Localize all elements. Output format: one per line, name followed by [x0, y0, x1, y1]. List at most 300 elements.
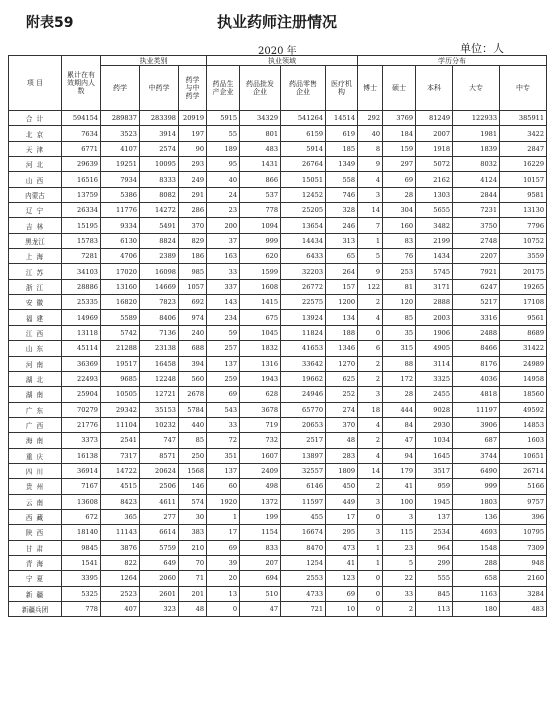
table-cell: 370: [326, 417, 358, 432]
table-cell: 9581: [500, 187, 547, 202]
header-category-group: 执业类别: [101, 56, 207, 66]
table-cell: 1: [358, 540, 383, 555]
table-cell: 778: [240, 203, 281, 218]
table-cell: 2207: [453, 249, 500, 264]
table-cell: 719: [240, 417, 281, 432]
table-cell: 822: [101, 555, 140, 570]
table-cell: 10: [326, 602, 358, 617]
table-cell: 25205: [281, 203, 326, 218]
table-cell: 2534: [416, 525, 453, 540]
table-cell: 122933: [453, 111, 500, 126]
table-cell: 81: [383, 279, 416, 294]
table-cell: 13: [207, 586, 240, 601]
table-cell: 1548: [453, 540, 500, 555]
table-cell: 69: [207, 540, 240, 555]
table-cell: 41: [326, 555, 358, 570]
row-label: 河 北: [9, 157, 62, 172]
table-cell: 197: [179, 126, 207, 141]
table-cell: 2678: [179, 387, 207, 402]
table-cell: 24: [207, 187, 240, 202]
table-cell: 2409: [240, 463, 281, 478]
table-cell: 1163: [453, 586, 500, 601]
table-cell: 185: [326, 141, 358, 156]
row-label: 安 徽: [9, 295, 62, 310]
table-cell: 3523: [101, 126, 140, 141]
table-cell: 449: [326, 494, 358, 509]
row-label: 江 苏: [9, 264, 62, 279]
table-cell: 2888: [416, 295, 453, 310]
table-cell: 4515: [101, 479, 140, 494]
table-cell: 1603: [500, 433, 547, 448]
row-label: 甘 肃: [9, 540, 62, 555]
table-cell: 210: [179, 540, 207, 555]
table-cell: 370: [179, 218, 207, 233]
table-cell: 36369: [62, 356, 101, 371]
table-cell: 85: [179, 433, 207, 448]
table-cell: 1541: [62, 555, 101, 570]
table-cell: 2541: [101, 433, 140, 448]
table-cell: 289837: [101, 111, 140, 126]
table-cell: 9685: [101, 371, 140, 386]
table-cell: 234: [207, 310, 240, 325]
table-cell: 115: [383, 525, 416, 540]
table-cell: 8466: [453, 341, 500, 356]
table-cell: 555: [416, 571, 453, 586]
table-cell: 8176: [453, 356, 500, 371]
table-cell: 6614: [140, 525, 179, 540]
table-cell: 407: [101, 602, 140, 617]
table-cell: 5742: [101, 325, 140, 340]
table-body: [9, 111, 547, 617]
table-cell: 5745: [416, 264, 453, 279]
table-cell: 34103: [62, 264, 101, 279]
table-cell: 3: [358, 525, 383, 540]
table-cell: 10795: [500, 525, 547, 540]
table-cell: 999: [240, 233, 281, 248]
table-row: [9, 448, 547, 463]
row-label: 广 东: [9, 402, 62, 417]
table-cell: 2: [358, 295, 383, 310]
table-cell: 10651: [500, 448, 547, 463]
row-label: 贵 州: [9, 479, 62, 494]
table-cell: 69: [207, 387, 240, 402]
table-cell: 1346: [326, 341, 358, 356]
table-cell: 184: [383, 126, 416, 141]
table-row: [9, 602, 547, 617]
table-cell: 40: [358, 126, 383, 141]
table-cell: 9028: [416, 402, 453, 417]
table-cell: 6: [358, 341, 383, 356]
table-cell: 16138: [62, 448, 101, 463]
table-cell: 1568: [179, 463, 207, 478]
table-cell: 180: [453, 602, 500, 617]
table-cell: 1415: [240, 295, 281, 310]
table-cell: 40: [207, 172, 240, 187]
table-cell: 351: [207, 448, 240, 463]
table-cell: 33: [383, 586, 416, 601]
table-cell: 69: [326, 586, 358, 601]
table-cell: 11104: [101, 417, 140, 432]
table-row: [9, 371, 547, 386]
table-cell: 5914: [281, 141, 326, 156]
unit-label: 单位：人: [460, 42, 504, 55]
table-cell: 14853: [500, 417, 547, 432]
table-cell: 21288: [101, 341, 140, 356]
table-cell: 2199: [416, 233, 453, 248]
table-cell: 483: [500, 602, 547, 617]
table-row: [9, 586, 547, 601]
table-cell: 14722: [101, 463, 140, 478]
table-cell: 59: [207, 325, 240, 340]
row-label: 重 庆: [9, 448, 62, 463]
table-cell: 450: [326, 479, 358, 494]
row-label: 黑龙江: [9, 233, 62, 248]
table-cell: 143: [207, 295, 240, 310]
table-cell: 2455: [416, 387, 453, 402]
table-cell: 37: [207, 233, 240, 248]
table-cell: 25335: [62, 295, 101, 310]
table-cell: 134: [326, 310, 358, 325]
table-row: [9, 233, 547, 248]
table-cell: 833: [240, 540, 281, 555]
table-cell: 14669: [140, 279, 179, 294]
table-cell: 199: [240, 509, 281, 524]
table-cell: 1608: [240, 279, 281, 294]
table-cell: 2: [358, 433, 383, 448]
table-cell: 76: [383, 249, 416, 264]
table-cell: 620: [240, 249, 281, 264]
table-cell: 32557: [281, 463, 326, 478]
table-cell: 444: [383, 402, 416, 417]
table-cell: 7921: [453, 264, 500, 279]
table-cell: 0: [207, 602, 240, 617]
table-cell: 13118: [62, 325, 101, 340]
table-cell: 687: [453, 433, 500, 448]
table-cell: 3: [358, 494, 383, 509]
table-cell: 48: [179, 602, 207, 617]
table-cell: 291: [179, 187, 207, 202]
row-label: 云 南: [9, 494, 62, 509]
table-cell: 323: [140, 602, 179, 617]
table-cell: 328: [326, 203, 358, 218]
table-cell: 594154: [62, 111, 101, 126]
table-cell: 7934: [101, 172, 140, 187]
header-edu: 本科: [416, 66, 453, 111]
table-cell: 19251: [101, 157, 140, 172]
table-cell: 137: [207, 356, 240, 371]
table-cell: 396: [500, 509, 547, 524]
table-cell: 9334: [101, 218, 140, 233]
table-cell: 6433: [281, 249, 326, 264]
table-row: [9, 571, 547, 586]
table-cell: 4107: [101, 141, 140, 156]
table-cell: 746: [326, 187, 358, 202]
table-cell: 2748: [453, 233, 500, 248]
row-label: 内蒙古: [9, 187, 62, 202]
row-label: 海 南: [9, 433, 62, 448]
table-cell: 17: [207, 525, 240, 540]
table-cell: 13608: [62, 494, 101, 509]
table-cell: 560: [179, 371, 207, 386]
table-cell: 1832: [240, 341, 281, 356]
table-cell: 20: [207, 571, 240, 586]
table-cell: 999: [453, 479, 500, 494]
table-cell: 10232: [140, 417, 179, 432]
table-cell: 259: [207, 371, 240, 386]
table-cell: 29342: [101, 402, 140, 417]
table-cell: 292: [358, 111, 383, 126]
table-cell: 2007: [416, 126, 453, 141]
header-category: 中药学: [140, 66, 179, 111]
table-cell: 26334: [62, 203, 101, 218]
table-row: [9, 387, 547, 402]
table-cell: 288: [453, 555, 500, 570]
table-cell: 33642: [281, 356, 326, 371]
table-row: [9, 341, 547, 356]
table-cell: 8571: [140, 448, 179, 463]
table-cell: 11143: [101, 525, 140, 540]
table-cell: 55: [207, 126, 240, 141]
table-cell: 19517: [101, 356, 140, 371]
table-cell: 16674: [281, 525, 326, 540]
table-cell: 304: [383, 203, 416, 218]
table-cell: 365: [101, 509, 140, 524]
table-cell: 137: [416, 509, 453, 524]
table-cell: 1607: [240, 448, 281, 463]
header-field: 药品零售企业: [281, 66, 326, 111]
table-row: [9, 479, 547, 494]
table-cell: 14272: [140, 203, 179, 218]
table-cell: 7634: [62, 126, 101, 141]
table-cell: 574: [179, 494, 207, 509]
table-cell: 732: [240, 433, 281, 448]
table-cell: 2506: [140, 479, 179, 494]
table-cell: 12721: [140, 387, 179, 402]
table-cell: 274: [326, 402, 358, 417]
table-cell: 313: [326, 233, 358, 248]
table-cell: 47: [383, 433, 416, 448]
table-cell: 801: [240, 126, 281, 141]
table-cell: 70: [179, 555, 207, 570]
table-cell: 36914: [62, 463, 101, 478]
row-label: 北 京: [9, 126, 62, 141]
table-cell: 25904: [62, 387, 101, 402]
header-edu-group: 学历分布: [358, 56, 547, 66]
table-cell: 264: [326, 264, 358, 279]
table-cell: 35: [383, 325, 416, 340]
table-cell: 5655: [416, 203, 453, 218]
table-cell: 5: [383, 555, 416, 570]
table-cell: 6130: [101, 233, 140, 248]
table-cell: 2: [358, 356, 383, 371]
table-cell: 163: [207, 249, 240, 264]
table-cell: 16098: [140, 264, 179, 279]
table-cell: 179: [383, 463, 416, 478]
table-cell: 1943: [240, 371, 281, 386]
table-cell: 18: [358, 402, 383, 417]
table-cell: 5915: [207, 111, 240, 126]
table-cell: 71: [179, 571, 207, 586]
table-row: [9, 509, 547, 524]
table-row: [9, 295, 547, 310]
table-cell: 3373: [62, 433, 101, 448]
table-cell: 9: [358, 264, 383, 279]
table-cell: 948: [500, 555, 547, 570]
header-field: 药品批发企业: [240, 66, 281, 111]
table-cell: 60: [207, 479, 240, 494]
table-cell: 8333: [140, 172, 179, 187]
row-label: 天 津: [9, 141, 62, 156]
table-cell: 6771: [62, 141, 101, 156]
table-cell: 2523: [101, 586, 140, 601]
row-label: 浙 江: [9, 279, 62, 294]
table-cell: 692: [179, 295, 207, 310]
table-row: [9, 525, 547, 540]
row-label: 上 海: [9, 249, 62, 264]
table-cell: 137: [207, 463, 240, 478]
table-cell: 6490: [453, 463, 500, 478]
table-cell: 845: [416, 586, 453, 601]
table-cell: 207: [240, 555, 281, 570]
table-cell: 2930: [416, 417, 453, 432]
table-cell: 3: [358, 387, 383, 402]
table-cell: 122: [358, 279, 383, 294]
table-cell: 88: [383, 356, 416, 371]
table-cell: 2: [358, 371, 383, 386]
table-row: [9, 218, 547, 233]
table-cell: 4818: [453, 387, 500, 402]
table-cell: 5386: [101, 187, 140, 202]
table-cell: 1803: [453, 494, 500, 509]
table-cell: 22575: [281, 295, 326, 310]
table-cell: 14514: [326, 111, 358, 126]
table-cell: 15783: [62, 233, 101, 248]
table-row: [9, 356, 547, 371]
table-cell: 14434: [281, 233, 326, 248]
table-cell: 172: [383, 371, 416, 386]
table-row: [9, 187, 547, 202]
table-cell: 1809: [326, 463, 358, 478]
table-cell: 13924: [281, 310, 326, 325]
table-cell: 985: [179, 264, 207, 279]
table-cell: 1599: [240, 264, 281, 279]
table-cell: 12248: [140, 371, 179, 386]
table-cell: 1431: [240, 157, 281, 172]
table-cell: 3171: [416, 279, 453, 294]
row-label: 合 计: [9, 111, 62, 126]
table-cell: 4905: [416, 341, 453, 356]
row-label: 山 西: [9, 172, 62, 187]
table-cell: 721: [281, 602, 326, 617]
table-cell: 315: [383, 341, 416, 356]
table-cell: 30: [179, 509, 207, 524]
table-cell: 455: [281, 509, 326, 524]
header-field-group: 执业领域: [207, 56, 358, 66]
table-cell: 47: [240, 602, 281, 617]
table-cell: 4: [358, 417, 383, 432]
table-cell: 20624: [140, 463, 179, 478]
table-cell: 2601: [140, 586, 179, 601]
table-cell: 2003: [416, 310, 453, 325]
table-cell: 1: [358, 233, 383, 248]
table-cell: 10505: [101, 387, 140, 402]
table-cell: 2: [358, 479, 383, 494]
table-cell: 2517: [281, 433, 326, 448]
row-label: 湖 南: [9, 387, 62, 402]
table-cell: 628: [240, 387, 281, 402]
header-edu: 博士: [358, 66, 383, 111]
table-cell: 24946: [281, 387, 326, 402]
table-cell: 3876: [101, 540, 140, 555]
table-cell: 675: [240, 310, 281, 325]
table-cell: 39: [207, 555, 240, 570]
table-cell: 295: [326, 525, 358, 540]
table-cell: 253: [383, 264, 416, 279]
table-cell: 2553: [281, 571, 326, 586]
table-cell: 3325: [416, 371, 453, 386]
table-cell: 3906: [453, 417, 500, 432]
table-row: [9, 555, 547, 570]
table-cell: 283: [326, 448, 358, 463]
appendix-label: 附表59: [26, 15, 74, 31]
table-cell: 543: [207, 402, 240, 417]
table-cell: 17108: [500, 295, 547, 310]
table-cell: 41: [383, 479, 416, 494]
table-cell: 72: [207, 433, 240, 448]
table-cell: 16458: [140, 356, 179, 371]
table-cell: 200: [207, 218, 240, 233]
table-cell: 26764: [281, 157, 326, 172]
table-cell: 28: [383, 387, 416, 402]
table-cell: 3769: [383, 111, 416, 126]
table-cell: 394: [179, 356, 207, 371]
table-cell: 45114: [62, 341, 101, 356]
table-cell: 21776: [62, 417, 101, 432]
row-label: 宁 夏: [9, 571, 62, 586]
table-cell: 23: [383, 540, 416, 555]
table-cell: 41653: [281, 341, 326, 356]
table-cell: 22493: [62, 371, 101, 386]
table-cell: 70279: [62, 402, 101, 417]
table-cell: 250: [179, 448, 207, 463]
table-cell: 34329: [240, 111, 281, 126]
table-row: [9, 172, 547, 187]
table-cell: 4693: [453, 525, 500, 540]
table-cell: 8423: [101, 494, 140, 509]
row-label: 湖 北: [9, 371, 62, 386]
registration-table: [8, 55, 547, 617]
table-cell: 4036: [453, 371, 500, 386]
table-cell: 0: [358, 509, 383, 524]
table-cell: 1981: [453, 126, 500, 141]
table-cell: 81249: [416, 111, 453, 126]
row-label: 辽 宁: [9, 203, 62, 218]
table-row: [9, 402, 547, 417]
table-cell: 7796: [500, 218, 547, 233]
table-cell: 32203: [281, 264, 326, 279]
table-cell: 5325: [62, 586, 101, 601]
table-row: [9, 325, 547, 340]
table-cell: 113: [416, 602, 453, 617]
table-cell: 778: [62, 602, 101, 617]
table-cell: 20175: [500, 264, 547, 279]
table-cell: 20919: [179, 111, 207, 126]
table-cell: 7309: [500, 540, 547, 555]
table-cell: 964: [416, 540, 453, 555]
table-cell: 7823: [140, 295, 179, 310]
table-cell: 84: [383, 417, 416, 432]
table-cell: 1645: [416, 448, 453, 463]
